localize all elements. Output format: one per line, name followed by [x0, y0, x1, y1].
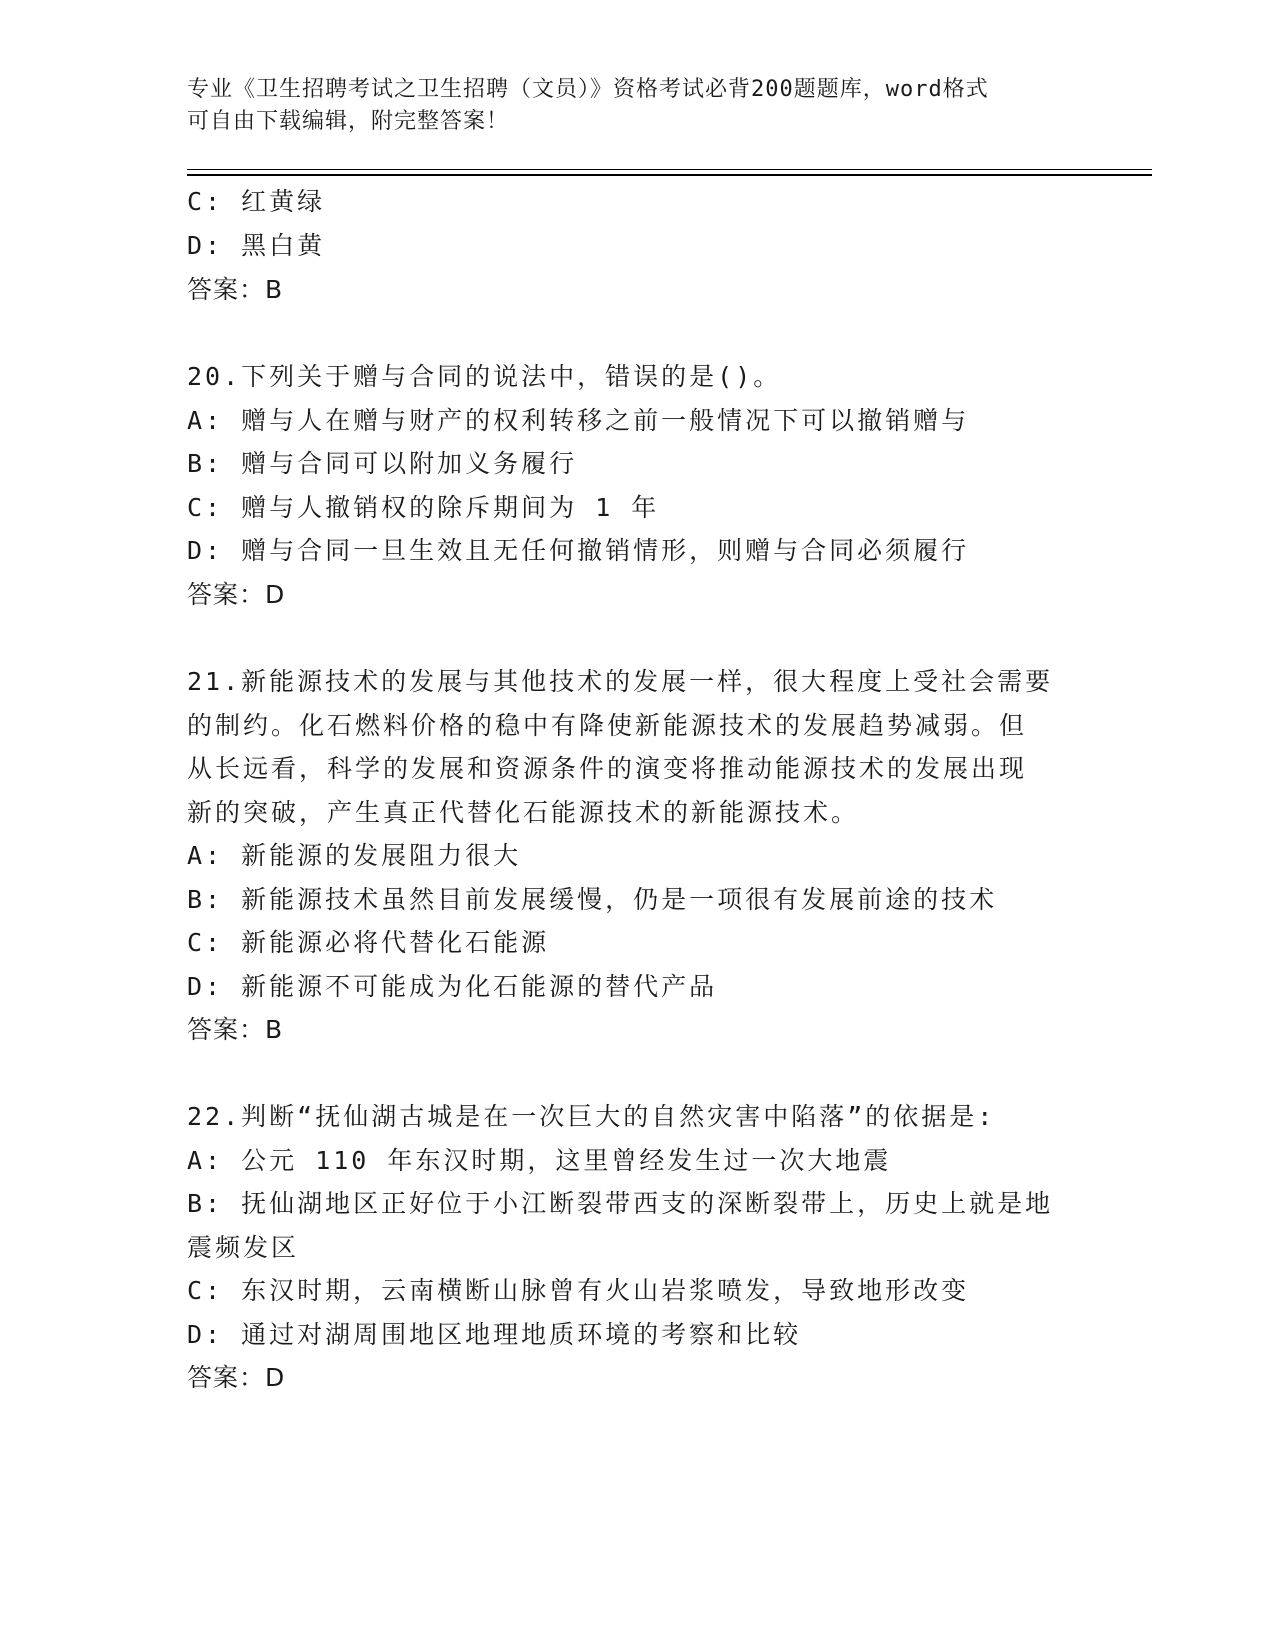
q22-option-d: D: 通过对湖周围地区地理地质环境的考察和比较 [187, 1320, 802, 1349]
q21-stem-line-3: 从长远看，科学的发展和资源条件的演变将推动能源技术的发展出现 [187, 754, 1028, 783]
q20-stem: 20.下列关于赠与合同的说法中，错误的是()。 [187, 362, 782, 391]
header-title-line-1: 专业《卫生招聘考试之卫生招聘（文员）》资格考试必背200题题库，word格式 [187, 77, 989, 102]
q22-stem: 22.判断“抚仙湖古城是在一次巨大的自然灾害中陷落”的依据是: [187, 1102, 996, 1131]
header-rule-bottom [187, 174, 1152, 176]
q20-answer: 答案：D [187, 580, 286, 609]
q21-stem-line-1: 21.新能源技术的发展与其他技术的发展一样，很大程度上受社会需要 [187, 667, 1054, 696]
q21-stem-line-2: 的制约。化石燃料价格的稳中有降使新能源技术的发展趋势减弱。但 [187, 711, 1028, 740]
q22-answer: 答案：D [187, 1363, 286, 1392]
q22-option-b-line-2: 震频发区 [187, 1233, 300, 1262]
q22-option-c: C: 东汉时期，云南横断山脉曾有火山岩浆喷发，导致地形改变 [187, 1276, 970, 1305]
q22-option-a: A: 公元 110 年东汉时期，这里曾经发生过一次大地震 [187, 1146, 892, 1175]
q21-option-c: C: 新能源必将代替化石能源 [187, 928, 550, 957]
q20-option-a: A: 赠与人在赠与财产的权利转移之前一般情况下可以撤销赠与 [187, 406, 970, 435]
header-title-line-2: 可自由下载编辑，附完整答案！ [187, 109, 510, 134]
prev-answer: 答案：B [187, 275, 284, 304]
prev-option-d: D: 黑白黄 [187, 231, 326, 260]
page-header [187, 74, 1087, 138]
q21-option-d: D: 新能源不可能成为化石能源的替代产品 [187, 972, 718, 1001]
q21-stem-line-4: 新的突破，产生真正代替化石能源技术的新能源技术。 [187, 798, 860, 827]
q20-option-d: D: 赠与合同一旦生效且无任何撤销情形，则赠与合同必须履行 [187, 536, 970, 565]
prev-option-c: C: 红黄绿 [187, 187, 326, 216]
q21-option-b: B: 新能源技术虽然目前发展缓慢，仍是一项很有发展前途的技术 [187, 885, 998, 914]
q21-answer: 答案：B [187, 1015, 284, 1044]
q20-option-b: B: 赠与合同可以附加义务履行 [187, 449, 578, 478]
q20-option-c: C: 赠与人撤销权的除斥期间为 1 年 [187, 493, 660, 522]
q22-option-b-line-1: B: 抚仙湖地区正好位于小江断裂带西支的深断裂带上，历史上就是地 [187, 1189, 1054, 1218]
header-rule-top [187, 169, 1152, 170]
q21-option-a: A: 新能源的发展阻力很大 [187, 841, 522, 870]
